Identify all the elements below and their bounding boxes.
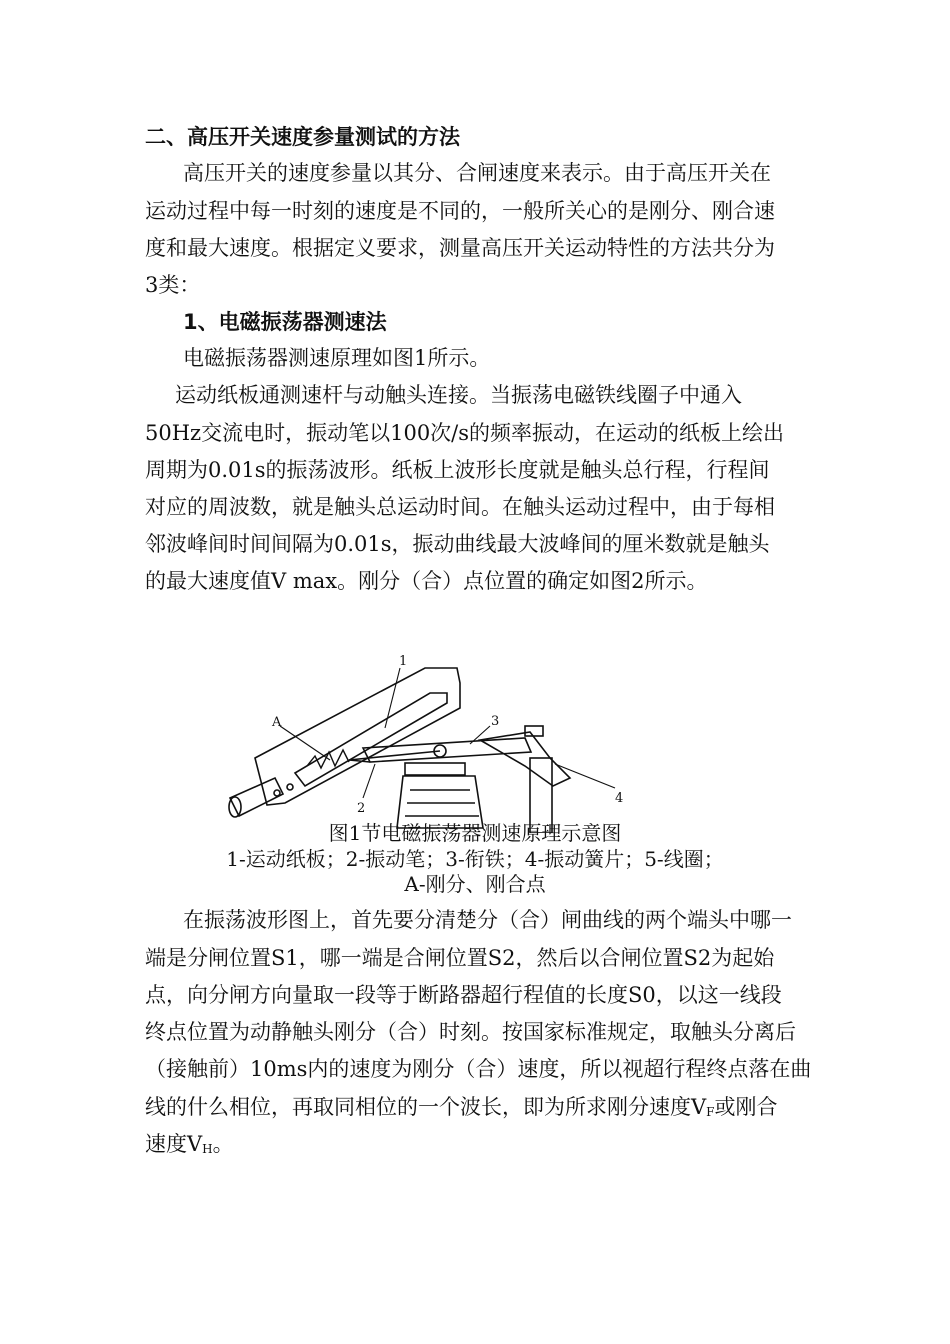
rod-pin [274, 790, 280, 796]
body-line: 对应的周波数，就是触头总运动时间。在触头运动过程中，由于每相 [145, 495, 775, 519]
oscillator-diagram [225, 648, 645, 833]
speed-rod [230, 778, 283, 816]
subheading: 1、电磁振荡器测速法 [183, 310, 387, 334]
body2-line: 端是分闸位置S1，哪一端是合闸位置S2，然后以合闸位置S2为起始 [145, 946, 775, 970]
intro-line: 3类： [145, 273, 201, 297]
coil-core [405, 763, 465, 775]
label-1: 1 [399, 654, 408, 669]
paper-board-inner [295, 693, 447, 786]
body-line: 50Hz交流电时，振动笔以100次/s的频率振动，在运动的纸板上绘出 [145, 421, 785, 445]
intro-line: 运动过程中每一时刻的速度是不同的，一般所关心的是刚分、刚合速 [145, 199, 775, 223]
caption-legend-2: A-刚分、刚合点 [404, 872, 546, 896]
body-line: 邻波峰间时间间隔为0.01s，振动曲线最大波峰间的厘米数就是触头 [145, 532, 770, 556]
label-a: A [272, 715, 282, 730]
caption-title: 图1节电磁振荡器测速原理示意图 [328, 821, 622, 845]
label-3: 3 [491, 714, 500, 729]
body2-line: 线的什么相位，再取同相位的一个波长，即为所求刚分速度$V_F$或刚合 [145, 1095, 778, 1119]
body2-line: 点，向分闸方向量取一段等于断路器超行程值的长度S0，以这一线段 [145, 983, 782, 1007]
label-2: 2 [357, 801, 366, 816]
body2-line: 速度$V_H$。 [145, 1132, 234, 1156]
rod-pin-2 [287, 784, 293, 790]
body2-line: 终点位置为动静触头刚分（合）时刻。按国家标准规定，取触头分离后 [145, 1020, 796, 1044]
figure-reference: 电磁振荡器测速原理如图1所示。 [183, 346, 491, 370]
intro-line: 高压开关的速度参量以其分、合闸速度来表示。由于高压开关在 [183, 161, 771, 185]
armature [363, 738, 531, 762]
label-4: 4 [615, 791, 624, 806]
body2-line: （接触前）10ms内的速度为刚分（合）速度，所以视超行程终点落在曲 [145, 1057, 812, 1081]
intro-line: 度和最大速度。根据定义要求，测量高压开关运动特性的方法共分为 [145, 236, 775, 260]
section-heading: 二、高压开关速度参量测试的方法 [145, 125, 460, 149]
body-line: 运动纸板通测速杆与动触头连接。当振荡电磁铁线圈子中通入 [175, 383, 742, 407]
body-line: 的最大速度值V max。刚分（合）点位置的确定如图2所示。 [145, 569, 708, 593]
body2-line: 在振荡波形图上，首先要分清楚分（合）闸曲线的两个端头中哪一 [183, 908, 792, 932]
reed-clamp [525, 726, 543, 736]
body-line: 周期为0.01s的振荡波形。纸板上波形长度就是触头总行程，行程间 [145, 458, 770, 482]
caption-legend: 1-运动纸板；2-振动笔；3-衔铁；4-振动簧片；5-线圈； [226, 847, 724, 871]
